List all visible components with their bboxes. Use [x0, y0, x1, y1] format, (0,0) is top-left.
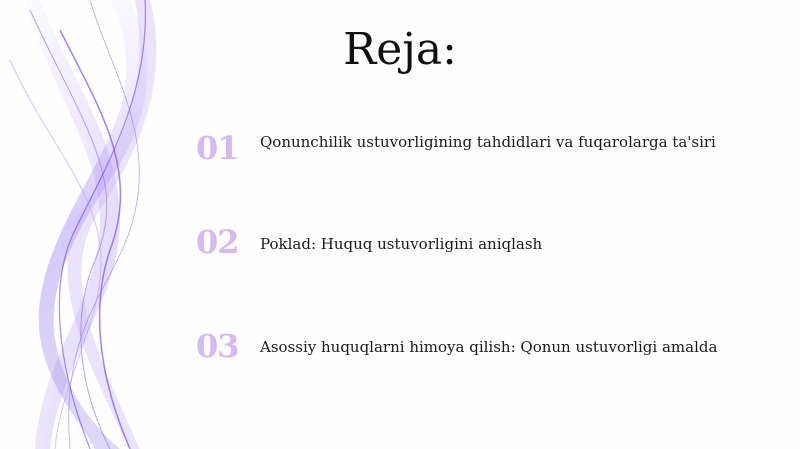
agenda-item-text: Qonunchilik ustuvorligining tahdidlari va fuqarolarga ta'siri [260, 133, 716, 151]
purple-smoke-decoration [0, 0, 200, 449]
agenda-item-number: 02 [196, 223, 239, 261]
agenda-item-number: 03 [196, 327, 239, 365]
agenda-item-number: 01 [196, 129, 239, 167]
agenda-item-text: Asossiy huquqlarni himoya qilish: Qonun ustuvorligi amalda [260, 338, 718, 356]
agenda-item-text: Poklad: Huquq ustuvorligini aniqlash [260, 235, 543, 253]
agenda-item-1 [196, 128, 776, 172]
agenda-item-3 [196, 326, 776, 370]
slide-title: Reja: [343, 24, 457, 75]
agenda-item-2 [196, 222, 776, 266]
